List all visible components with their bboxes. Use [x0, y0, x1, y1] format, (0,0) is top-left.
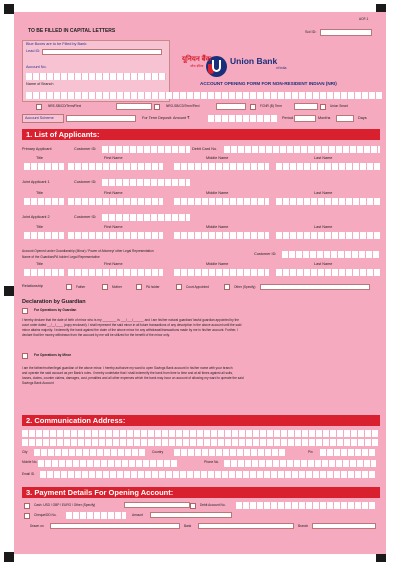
account-type-label: NRE-SB/CD/Term/Flexi: [48, 104, 82, 108]
registration-mark: [4, 552, 14, 562]
minor-operation-checkbox[interactable]: [22, 353, 28, 359]
primary-title-field[interactable]: [24, 163, 64, 170]
debit-card-field[interactable]: [224, 146, 380, 153]
last-name-header: Last Name: [314, 191, 333, 195]
debit-account-label: Debit Account No.: [200, 503, 226, 507]
guardian-customer-id-field[interactable]: [282, 251, 380, 258]
branch-field[interactable]: [312, 523, 376, 529]
registration-mark: [4, 4, 14, 14]
sol-id-label: Sol ID:: [305, 30, 317, 34]
bank-name-sub: of India: [276, 66, 287, 70]
amount-label: Amount: [132, 513, 143, 517]
first-name-header: First Name: [104, 262, 123, 266]
joint1-middle-name-field[interactable]: [174, 198, 269, 205]
bank-use-note: Blue Boxes are to be Filled by Bank:: [26, 42, 88, 46]
section-applicants-header: 1. List of Applicants:: [22, 129, 380, 140]
mobile-field[interactable]: [38, 460, 178, 467]
relationship-label: Relationship: [22, 284, 43, 288]
declaration-text: declare that the money withdrawn from the account by me will be utilized for the benefit of the minor only.: [22, 333, 170, 337]
debit-account-checkbox[interactable]: [190, 503, 196, 509]
fcnr-checkbox[interactable]: [250, 104, 256, 110]
primary-last-name-field[interactable]: [276, 163, 380, 170]
other-relation-field[interactable]: [260, 284, 370, 290]
mobile-label: Mobile No.: [22, 460, 38, 464]
country-field[interactable]: [174, 449, 286, 456]
country-label: Country: [152, 450, 164, 454]
relation-checkbox[interactable]: [102, 284, 108, 290]
relation-checkbox[interactable]: [176, 284, 182, 290]
drawn-on-field[interactable]: [50, 523, 180, 529]
primary-customer-id-field[interactable]: [102, 146, 190, 153]
joint2-title-field[interactable]: [24, 232, 64, 239]
phone-label: Phone No.: [204, 460, 220, 464]
minor-operation-label: For Operations by Minor: [34, 353, 72, 357]
title-header: Title: [36, 191, 44, 195]
guardian-note: Account Opened under Guardianship (Minor) / Power of Attorney/ other Legal Representation: [22, 249, 154, 253]
capital-letters-note: TO BE FILLED IN CAPITAL LETTERS: [28, 28, 116, 34]
bank-name-hindi: यूनियन बैंक: [182, 56, 212, 63]
primary-first-name-field[interactable]: [68, 163, 163, 170]
relation-checkbox[interactable]: [66, 284, 72, 290]
joint-applicant-1-label: Joint Applicant 1: [22, 180, 50, 184]
section-payment-header: 3. Payment Details For Opening Account:: [22, 487, 380, 498]
branch-name-label: Name of Branch: [26, 82, 54, 86]
first-name-header: First Name: [104, 156, 123, 160]
declaration-text: Savings Bank Account: [22, 381, 54, 385]
registration-mark: [4, 286, 14, 296]
joint2-customer-id-field[interactable]: [102, 214, 190, 221]
address-line-1[interactable]: [22, 430, 378, 437]
phone-field[interactable]: [224, 460, 376, 467]
cheque-checkbox[interactable]: [24, 513, 30, 519]
lead-id-label: Lead ID:: [26, 49, 41, 53]
amount-field[interactable]: [150, 512, 232, 518]
account-type-label: Union Smart: [330, 104, 348, 108]
nre-checkbox[interactable]: [36, 104, 42, 110]
relation-option: PA holder: [146, 285, 160, 289]
pin-field[interactable]: [320, 449, 376, 456]
first-name-header: First Name: [104, 191, 123, 195]
declaration-text: court order dated __/__/____ (copy enclosed). I shall represent the said minor in all future transactions of any description in the above account until the said: [22, 323, 242, 327]
bank-field[interactable]: [198, 523, 294, 529]
relation-option: Other (Specify): [234, 285, 256, 289]
relation-option: Court Appointed: [186, 285, 209, 289]
joint-applicant-2-label: Joint Applicant 2: [22, 215, 50, 219]
email-field[interactable]: [40, 471, 376, 478]
guardian-middle-name-field[interactable]: [174, 269, 269, 276]
title-header: Title: [36, 262, 44, 266]
primary-middle-name-field[interactable]: [174, 163, 269, 170]
cheque-label: Cheque/DD No.: [34, 513, 57, 517]
customer-id-label: Customer ID:: [254, 252, 277, 256]
joint1-last-name-field[interactable]: [276, 198, 380, 205]
relation-checkbox[interactable]: [224, 284, 230, 290]
bank-name: Union Bank: [230, 56, 278, 66]
cash-label: Cash: USD / GBP / EURO / Other (Specify): [34, 503, 96, 507]
bank-name-hindi-sub: ऑफ इंडिया: [190, 64, 204, 68]
guardian-operation-checkbox[interactable]: [22, 308, 28, 314]
title-header: Title: [36, 156, 44, 160]
declaration-text: minor attains majority. I indemnify the bank against the claim of the above minor for any withdrawal/transactions made by me in his/her account. Further, I: [22, 328, 238, 332]
declaration-heading: Declaration by Guardian: [22, 299, 86, 305]
aof-code: AOF-1: [359, 17, 369, 21]
last-name-header: Last Name: [314, 262, 333, 266]
debit-account-field[interactable]: [236, 502, 376, 509]
account-scheme-field[interactable]: [66, 115, 136, 122]
period-field[interactable]: [294, 115, 316, 122]
form-title: ACCOUNT OPENING FORM FOR NON-RESIDENT INDIAN (NRI): [200, 81, 337, 86]
guardian-name-label: Name of the Guardian/PA holder/ Legal Representative: [22, 255, 100, 259]
last-name-header: Last Name: [314, 156, 333, 160]
guardian-last-name-field[interactable]: [276, 269, 380, 276]
days-label: Days: [358, 116, 367, 120]
account-no-label: Account No.: [26, 65, 47, 69]
title-header: Title: [36, 225, 44, 229]
joint2-last-name-field[interactable]: [276, 232, 380, 239]
customer-id-label: Customer ID:: [74, 215, 97, 219]
pin-label: Pin: [308, 450, 313, 454]
form-body: [14, 12, 386, 554]
debit-card-label: Debit Card No.: [192, 147, 218, 151]
months-field[interactable]: [336, 115, 354, 122]
months-label: Months: [318, 116, 331, 120]
account-type-label: FCNR (B) Term: [260, 104, 282, 108]
sol-id-field[interactable]: [320, 29, 372, 36]
account-type-field[interactable]: [116, 103, 152, 110]
address-line-2[interactable]: [22, 439, 378, 446]
declaration-text: losses, claims, counter claims, damages, cost, penalties and all other expenses which the bank may incur on account of allowing my ward to operate the said: [22, 376, 244, 380]
relation-checkbox[interactable]: [136, 284, 142, 290]
middle-name-header: Middle Name: [206, 156, 229, 160]
cash-currency-field[interactable]: [124, 502, 190, 508]
relation-option: Father: [76, 285, 86, 289]
last-name-header: Last Name: [314, 225, 333, 229]
cash-checkbox[interactable]: [24, 503, 30, 509]
city-field[interactable]: [34, 449, 146, 456]
section-communication-header: 2. Communication Address:: [22, 415, 380, 426]
account-scheme-label: Account Scheme: [25, 116, 54, 120]
union-smart-checkbox[interactable]: [320, 104, 326, 110]
guardian-title-field[interactable]: [24, 269, 64, 276]
declaration-text: and operate the said account as per Bank's rules. I hereby undertake that I shall indemnify the bank from time to time and at all times against all suits,: [22, 371, 233, 375]
branch-name-field[interactable]: [26, 92, 382, 99]
middle-name-header: Middle Name: [206, 225, 229, 229]
customer-id-label: Customer ID:: [74, 180, 97, 184]
declaration-text: I hereby declare that the date of birth of minor who is my ________ is ___/___/______ and I am his/her natural guardian/ lawful guardian appointed by the: [22, 318, 240, 322]
joint2-middle-name-field[interactable]: [174, 232, 269, 239]
guardian-first-name-field[interactable]: [68, 269, 163, 276]
lead-id-field[interactable]: [42, 49, 162, 55]
city-label: City: [22, 450, 28, 454]
joint1-customer-id-field[interactable]: [102, 179, 190, 186]
account-type-field[interactable]: [294, 103, 318, 110]
primary-applicant-label: Primary Applicant: [22, 147, 52, 151]
drawn-on-label: Drawn on: [30, 524, 44, 528]
bank-label: Bank: [184, 524, 192, 528]
account-type-label: NRO-SB/CD/Term/Flexi: [166, 104, 200, 108]
email-label: Email ID.: [22, 472, 35, 476]
joint2-first-name-field[interactable]: [68, 232, 163, 239]
middle-name-header: Middle Name: [206, 262, 229, 266]
term-amount-field[interactable]: [208, 115, 278, 122]
first-name-header: First Name: [104, 225, 123, 229]
middle-name-header: Middle Name: [206, 191, 229, 195]
declaration-text: I am the father/mother/legal guardian of the above minor. I hereby authorize my ward to open Savings Bank account in his/her name with your branch: [22, 366, 233, 370]
joint1-title-field[interactable]: [24, 198, 64, 205]
period-label: Period: [282, 116, 293, 120]
account-type-field[interactable]: [216, 103, 246, 110]
account-no-field[interactable]: [26, 73, 166, 80]
term-deposit-label: For Term Deposit: Amount ₹: [142, 116, 190, 120]
nro-checkbox[interactable]: [154, 104, 160, 110]
branch-label: Branch: [298, 524, 309, 528]
relation-option: Mother: [112, 285, 122, 289]
customer-id-label: Customer ID:: [74, 147, 97, 151]
guardian-operation-label: For Operations by Guardian: [34, 308, 77, 312]
joint1-first-name-field[interactable]: [68, 198, 163, 205]
cheque-number-field[interactable]: [66, 512, 126, 519]
